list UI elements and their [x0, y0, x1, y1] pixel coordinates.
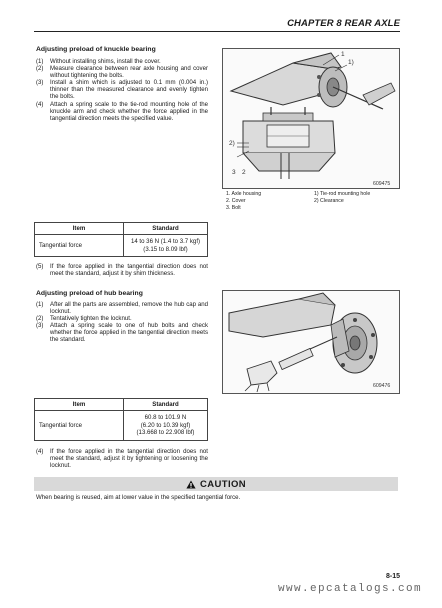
- list-item: (5) If the force applied in the tangential direction does not meet the standard, adjust it by shim thickness.: [36, 263, 208, 278]
- column-header-standard: Standard: [124, 399, 208, 411]
- column-header-item: Item: [35, 399, 124, 411]
- callout-tie-rod-hole: 1): [348, 59, 354, 66]
- knuckle-figure-legend: 1. Axle housing 1) Tie-rod mounting hole 2. Cover 2) Clearance 3. Bolt: [226, 191, 371, 211]
- hub-bearing-illustration: [223, 291, 399, 393]
- knuckle-spec-table: [34, 222, 208, 257]
- table-cell-standard: 14 to 36 N (1.4 to 3.7 kgf) (3.15 to 8.09 lbf): [124, 235, 208, 257]
- caution-text: When bearing is reused, aim at lower value in the specified tangential force.: [36, 494, 241, 501]
- knuckle-steps: [36, 58, 208, 122]
- knuckle-step: (4) Attach a spring scale to the tie-rod mounting hole of the knuckle arm and check whether the force applied in the tangential direction meets the specified value.: [36, 100, 208, 122]
- hub-note: [36, 448, 208, 469]
- hub-step: (2) Tentatively tighten the locknut.: [36, 315, 132, 323]
- page-number: 8-15: [385, 573, 400, 580]
- hub-steps: [36, 301, 208, 344]
- knuckle-section-heading: Adjusting preload of knuckle bearing: [36, 46, 156, 53]
- watermark: www.epcatalogs.com: [277, 583, 422, 595]
- caution-banner: [34, 477, 398, 491]
- warning-triangle-icon: [186, 480, 196, 489]
- callout-cover: 2: [242, 169, 246, 176]
- callout-bolt: 3: [232, 169, 236, 176]
- column-header-standard: Standard: [124, 223, 208, 235]
- knuckle-bearing-figure: [222, 48, 400, 189]
- hub-bearing-figure: [222, 290, 400, 394]
- hub-figure-id: 609476: [373, 383, 391, 389]
- knuckle-note: [36, 263, 208, 277]
- caution-title: CAUTION: [199, 478, 247, 490]
- knuckle-bearing-illustration: [223, 49, 399, 188]
- column-header-item: Item: [35, 223, 124, 235]
- knuckle-step: (2) Measure clearance between rear axle housing and cover without tightening the bolts.: [36, 65, 208, 80]
- list-item: (4) If the force applied in the tangential direction does not meet the standard, adjust it by tightening or loosening the locknut.: [36, 448, 208, 470]
- table-cell-item: Tangential force: [35, 235, 124, 257]
- hub-step: (3) Attach a spring scale to one of hub bolts and check whether the force applied in the tangential direction meets the standard.: [36, 322, 208, 344]
- knuckle-step: (1) Without installing shims, install the cover.: [36, 58, 161, 65]
- callout-axle-housing: 1: [341, 51, 345, 58]
- table-cell-standard: 60.8 to 101.9 N (6.20 to 10.39 kgf) (13.668 to 22.908 lbf): [124, 411, 208, 441]
- callout-clearance: 2): [229, 140, 235, 147]
- hub-section-heading: Adjusting preload of hub bearing: [36, 290, 143, 297]
- chapter-title: CHAPTER 8 REAR AXLE: [287, 18, 400, 29]
- knuckle-figure-id: 609475: [373, 181, 391, 187]
- hub-spec-table: [34, 398, 208, 441]
- table-cell-item: Tangential force: [35, 411, 124, 441]
- hub-step: (1) After all the parts are assembled, remove the hub cap and locknut.: [36, 301, 208, 316]
- knuckle-step: (3) Install a shim which is adjusted to 0.1 mm (0.004 in.) thinner than the measured clearance and evenly tighten the bolts.: [36, 79, 208, 101]
- header-rule: [34, 31, 400, 32]
